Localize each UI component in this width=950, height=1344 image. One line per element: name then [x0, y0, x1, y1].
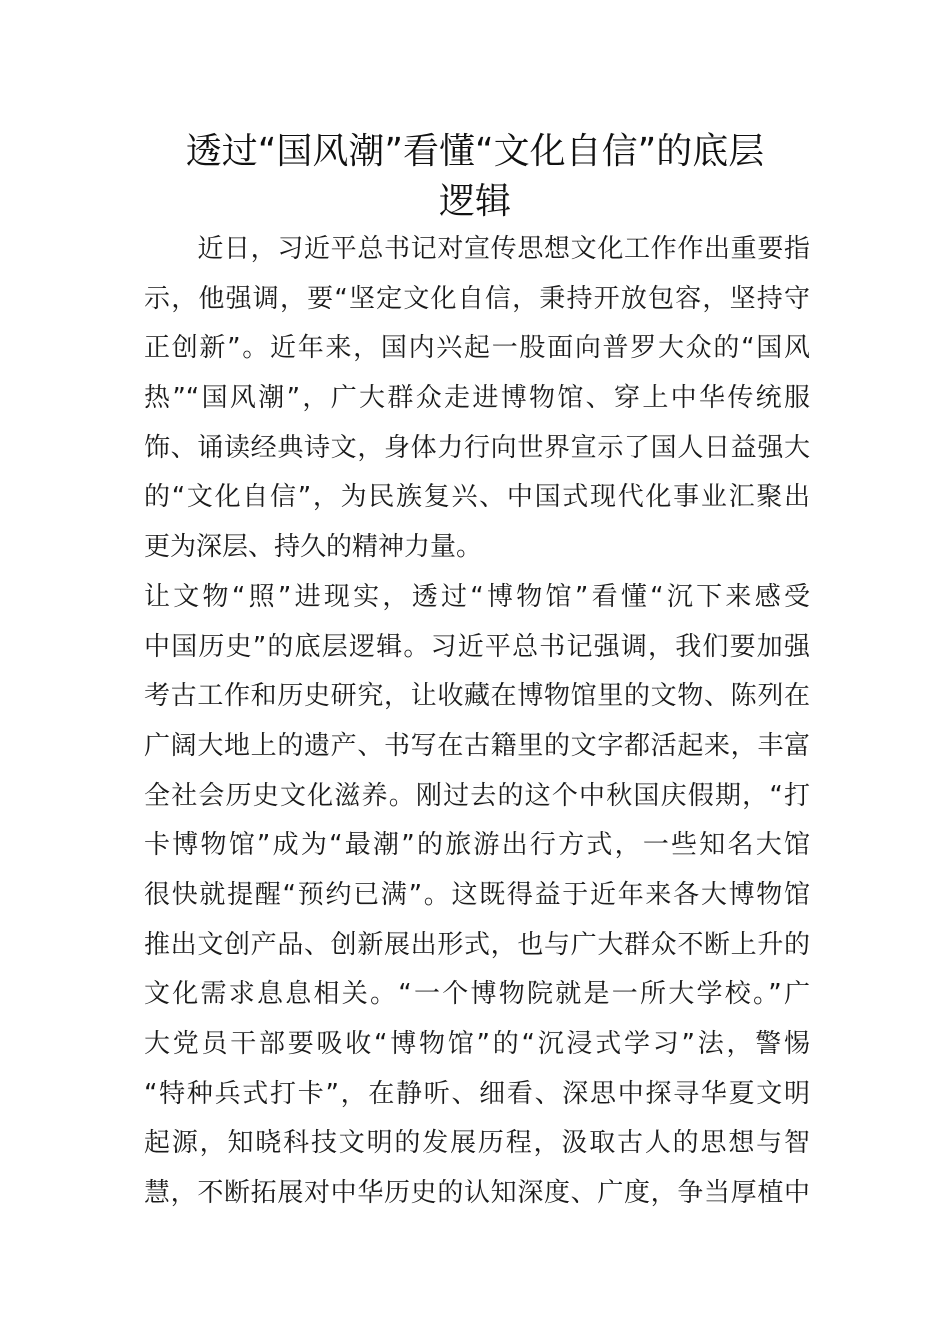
body-line-15: 推出文创产品、创新展出形式，也与广大群众不断上升的: [144, 929, 810, 960]
body-line-11: 广阔大地上的遗产、书写在古籍里的文字都活起来，丰富: [144, 730, 810, 761]
body-line-7: 更为深层、持久的精神力量。: [144, 532, 483, 563]
body-line-19: 起源，知晓科技文明的发展历程，汲取古人的思想与智: [144, 1128, 810, 1159]
body-line-10: 考古工作和历史研究，让收藏在博物馆里的文物、陈列在: [144, 681, 810, 712]
body-line-2: 示，他强调，要“坚定文化自信，秉持开放包容，坚持守: [144, 283, 810, 314]
body-line-16: 文化需求息息相关。“一个博物院就是一所大学校。”广: [144, 979, 810, 1010]
body-line-6: 的“文化自信”，为民族复兴、中国式现代化事业汇聚出: [144, 482, 810, 513]
body-line-20: 慧，不断拓展对中华历史的认知深度、广度，争当厚植中: [144, 1178, 810, 1209]
body-line-18: “特种兵式打卡”，在静听、细看、深思中探寻华夏文明: [144, 1078, 810, 1109]
document-title-line-1: 透过“国风潮”看懂“文化自信”的底层: [185, 131, 765, 172]
body-line-5: 饰、诵读经典诗文，身体力行向世界宣示了国人日益强大: [144, 432, 810, 463]
body-line-1: 近日，习近平总书记对宣传思想文化工作作出重要指: [144, 234, 810, 264]
body-line-4: 热”“国风潮”，广大群众走进博物馆、穿上中华传统服: [144, 383, 810, 414]
body-line-3: 正创新”。近年来，国内兴起一股面向普罗大众的“国风: [144, 333, 810, 364]
document-body: [144, 225, 810, 1219]
document-title-line-2: 逻辑: [438, 181, 511, 222]
body-line-8: 让文物“照”进现实，透过“博物馆”看懂“沉下来感受: [144, 581, 810, 612]
body-line-14: 很快就提醒“预约已满”。这既得益于近年来各大博物馆: [144, 879, 810, 910]
body-line-13: 卡博物馆”成为“最潮”的旅游出行方式，一些知名大馆: [144, 830, 810, 861]
body-line-12: 全社会历史文化滋养。刚过去的这个中秋国庆假期，“打: [144, 780, 810, 811]
body-line-9: 中国历史”的底层逻辑。习近平总书记强调，我们要加强: [144, 631, 810, 662]
body-line-17: 大党员干部要吸收“博物馆”的“沉浸式学习”法，警惕: [144, 1029, 810, 1059]
